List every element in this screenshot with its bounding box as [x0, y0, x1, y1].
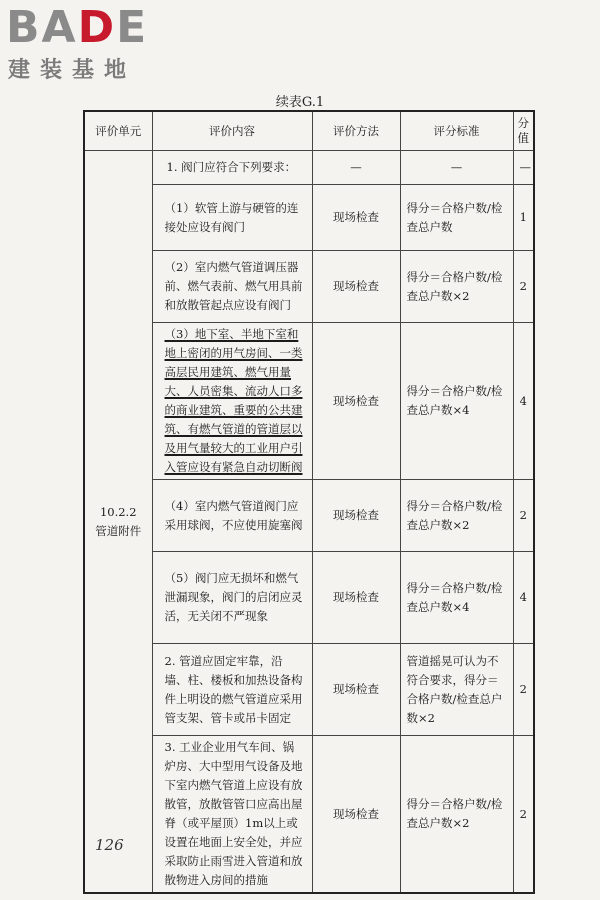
content-cell: （1）软管上游与硬管的连接处应设有阀门: [152, 185, 312, 251]
content-cell: （5）阀门应无损坏和燃气泄漏现象，阀门的启闭应灵活，无关闭不严现象: [152, 552, 312, 644]
method-cell: 现场检查: [312, 323, 400, 480]
score-cell: 2: [513, 736, 534, 894]
score-cell: 1: [513, 185, 534, 251]
standard-cell: 得分＝合格户数/检查总户数×2: [400, 251, 513, 323]
standard-cell: 得分＝合格户数/检查总户数×2: [400, 480, 513, 552]
unit-code: 10.2.2: [99, 504, 137, 519]
content-cell: 3. 工业企业用气车间、锅炉房、大中型用气设备及地下室内燃气管道上应设有放散管，放散管管口应高出屋脊（或平屋顶）1m以上或设置在地面上安全处，并应采取防止雨雪进入管道和放散物进入房间的措施: [152, 736, 312, 894]
score-cell: 2: [513, 251, 534, 323]
table-row: [84, 323, 534, 480]
standard-cell: 得分＝合格户数/检查总户数×2: [400, 736, 513, 894]
bade-logo: BADE: [6, 2, 149, 53]
score-cell: 4: [513, 323, 534, 480]
page-number: 126: [95, 836, 124, 854]
header-row: [84, 111, 534, 151]
method-cell: 现场检查: [312, 644, 400, 736]
content-cell: （4）室内燃气管道阀门应采用球阀，不应使用旋塞阀: [152, 480, 312, 552]
table-caption: 续表G.1: [275, 95, 325, 110]
content-cell: （3）地下室、半地下室和地上密闭的用气房间、一类高层民用建筑、燃气用量大、人员密集、流动人口多的商业建筑、重要的公共建筑、有燃气管道的管道层以及用气量较大的工业用户引入管应设有紧急自动切断阀: [152, 323, 312, 480]
standard-cell: —: [400, 151, 513, 185]
evaluation-unit-cell: [84, 151, 152, 894]
header-standard: 评分标准: [400, 111, 513, 151]
header-content: 评价内容: [152, 111, 312, 151]
header-method: 评价方法: [312, 111, 400, 151]
method-cell: 现场检查: [312, 736, 400, 894]
table-row: [84, 736, 534, 894]
method-cell: 现场检查: [312, 185, 400, 251]
standard-cell: 得分＝合格户数/检查总户数×4: [400, 552, 513, 644]
standard-cell: 管道摇晃可认为不符合要求，得分＝合格户数/检查总户数×2: [400, 644, 513, 736]
table-row: [84, 251, 534, 323]
logo-subtitle: 建装基地: [8, 58, 137, 83]
evaluation-table: [83, 110, 535, 894]
unit-name: 管道附件: [95, 523, 142, 538]
content-cell: （2）室内燃气管道调压器前、燃气表前、燃气用具前和放散管起点应设有阀门: [152, 251, 312, 323]
table-row: [84, 480, 534, 552]
method-cell: —: [312, 151, 400, 185]
table-row: [84, 644, 534, 736]
standard-cell: 得分＝合格户数/检查总户数: [400, 185, 513, 251]
score-cell: 2: [513, 644, 534, 736]
header-unit: 评价单元: [84, 111, 152, 151]
score-cell: 2: [513, 480, 534, 552]
content-cell: 2. 管道应固定牢靠，沿墙、柱、楼板和加热设备构件上明设的燃气管道应采用管支架、管卡或吊卡固定: [152, 644, 312, 736]
method-cell: 现场检查: [312, 480, 400, 552]
method-cell: 现场检查: [312, 251, 400, 323]
table-row: [84, 151, 534, 185]
score-cell: 4: [513, 552, 534, 644]
table-row: [84, 185, 534, 251]
score-cell: —: [513, 151, 534, 185]
header-score: 分值: [513, 111, 534, 151]
content-cell: 1. 阀门应符合下列要求：: [152, 151, 312, 185]
standard-cell: 得分＝合格户数/检查总户数×4: [400, 323, 513, 480]
method-cell: 现场检查: [312, 552, 400, 644]
table-row: [84, 552, 534, 644]
